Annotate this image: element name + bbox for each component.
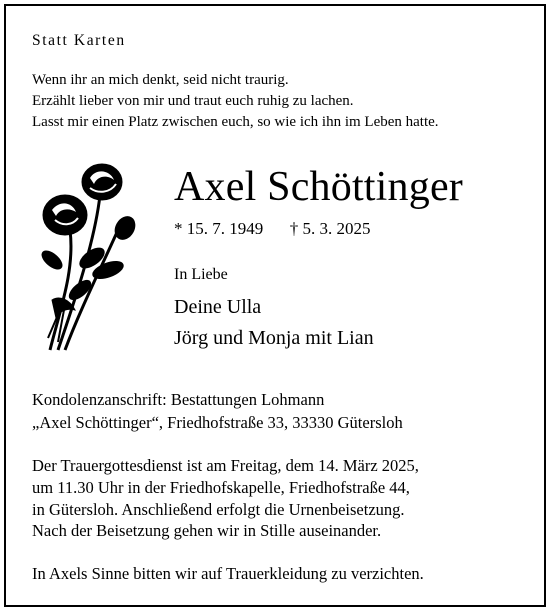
life-dates: [174, 219, 371, 239]
death-date: † 5. 3. 2025: [289, 219, 371, 238]
condolence-line-1: Kondolenzanschrift: Bestattungen Lohmann: [32, 390, 325, 409]
mourner-line-2: Jörg und Monja mit Lian: [174, 327, 374, 349]
service-line-4: Nach der Beisetzung gehen wir in Stille auseinander.: [32, 521, 382, 540]
service-line-2: um 11.30 Uhr in der Friedhofskapelle, Friedhofstraße 44,: [32, 478, 410, 497]
verse-line-1: Wenn ihr an mich denkt, seid nicht traurig.: [32, 72, 289, 88]
service-line-1: Der Trauergottesdienst ist am Freitag, dem 14. März 2025,: [32, 456, 419, 475]
verse-line-3: Lasst mir einen Platz zwischen euch, so wie ich ihn im Leben hatte.: [32, 114, 439, 130]
roses-icon: [30, 160, 160, 360]
mourner-line-1: Deine Ulla: [174, 296, 262, 318]
condolence-line-2: „Axel Schöttinger“, Friedhofstraße 33, 33330 Gütersloh: [32, 413, 403, 432]
deceased-name: Axel Schöttinger: [174, 164, 463, 210]
in-liebe: In Liebe: [174, 266, 228, 283]
header-statt-karten: Statt Karten: [32, 32, 126, 49]
clothing-request: In Axels Sinne bitten wir auf Trauerkleidung zu verzichten.: [32, 564, 424, 583]
birth-date: * 15. 7. 1949: [174, 219, 264, 238]
verse-line-2: Erzählt lieber von mir und traut euch ruhig zu lachen.: [32, 93, 354, 109]
service-line-3: in Gütersloh. Anschließend erfolgt die Urnenbeisetzung.: [32, 500, 405, 519]
